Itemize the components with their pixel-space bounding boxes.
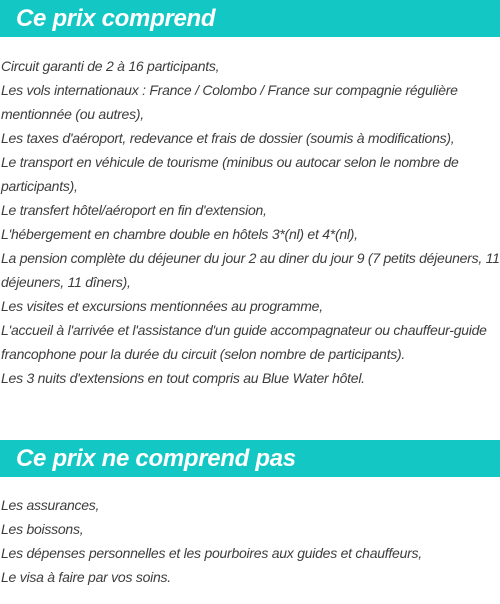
excluded-section	[0, 440, 500, 589]
included-item-flights: Les vols internationaux : France / Colombo / France sur compagnie régulière mentionnée (ou autres),	[1, 82, 458, 122]
included-list	[0, 54, 500, 390]
excluded-title: Ce prix ne comprend pas	[0, 440, 500, 477]
included-item-transport: Le transport en véhicule de tourisme (minibus ou autocar selon le nombre de participants),	[1, 154, 459, 194]
included-item-taxes: Les taxes d'aéroport, redevance et frais de dossier (soumis à modifications),	[1, 130, 455, 146]
excluded-item-drinks: Les boissons,	[1, 521, 84, 537]
included-item-extension-nights: Les 3 nuits d'extensions en tout compris au Blue Water hôtel.	[1, 370, 365, 386]
included-item-visits: Les visites et excursions mentionnées au programme,	[1, 298, 323, 314]
included-item-full-board: La pension complète du déjeuner du jour 2 au diner du jour 9 (7 petits déjeuners, 11 déjeuners, 11 dîners),	[1, 250, 500, 290]
included-item-circuit: Circuit garanti de 2 à 16 participants,	[1, 58, 220, 74]
excluded-list	[0, 493, 500, 589]
excluded-item-insurance: Les assurances,	[1, 497, 100, 513]
included-item-accommodation: L'hébergement en chambre double en hôtels 3*(nl) et 4*(nl),	[1, 226, 358, 242]
included-item-transfer: Le transfert hôtel/aéroport en fin d'extension,	[1, 202, 267, 218]
excluded-item-personal-expenses: Les dépenses personnelles et les pourboires aux guides et chauffeurs,	[1, 545, 422, 561]
included-item-guide: L'accueil à l'arrivée et l'assistance d'un guide accompagnateur ou chauffeur-guide francophone pour la durée du circuit (selon nombre de participants).	[1, 322, 487, 362]
excluded-item-visa: Le visa à faire par vos soins.	[1, 569, 171, 585]
included-title: Ce prix comprend	[0, 0, 500, 37]
